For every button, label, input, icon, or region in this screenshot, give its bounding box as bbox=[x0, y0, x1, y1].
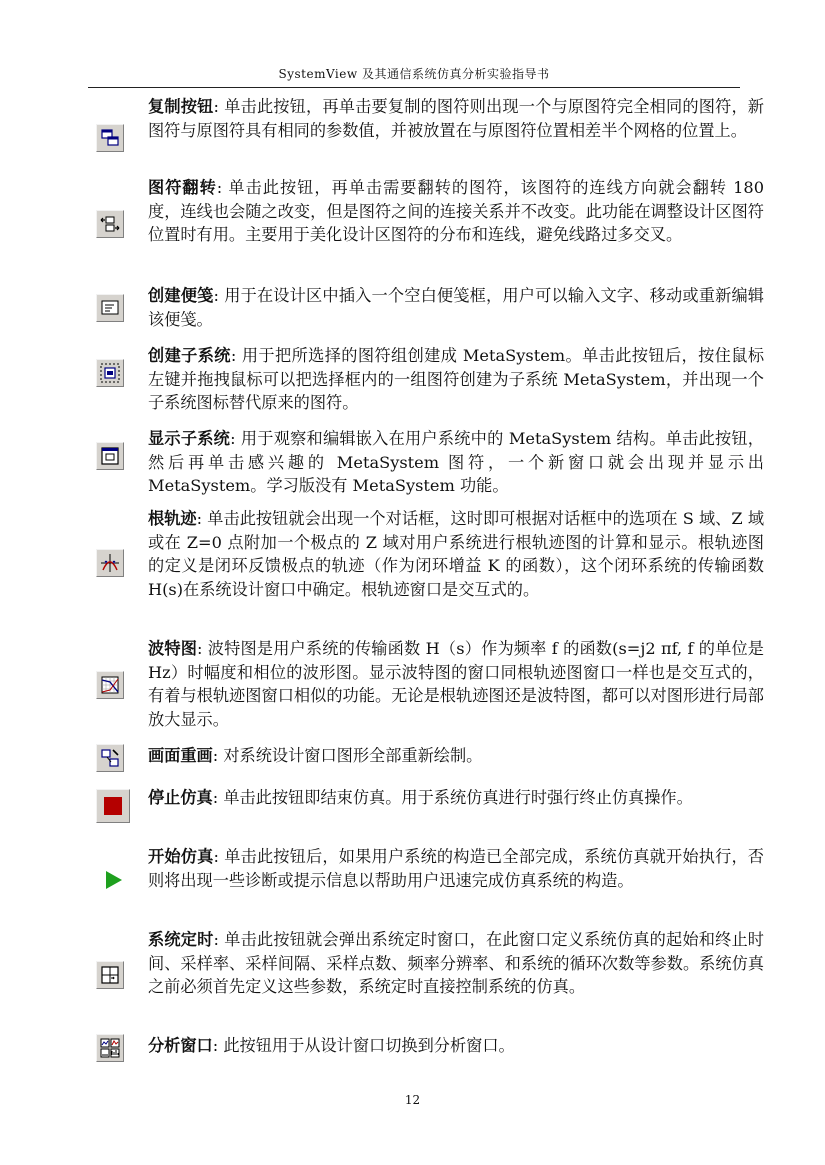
entry-term: 图符翻转 bbox=[148, 178, 217, 197]
entry-term: 停止仿真 bbox=[148, 788, 213, 807]
entry-text bbox=[148, 95, 764, 142]
entry-term: 创建子系统 bbox=[148, 346, 231, 365]
entry-term: 创建便笺 bbox=[148, 286, 214, 305]
entry-text bbox=[148, 284, 764, 331]
entry-text bbox=[148, 1034, 764, 1058]
entry-term: 开始仿真 bbox=[148, 847, 214, 866]
entry-description: : 单击此按钮即结束仿真。用于系统仿真进行时强行终止仿真操作。 bbox=[212, 788, 693, 807]
entry-text bbox=[148, 744, 764, 768]
system-timing-icon bbox=[96, 961, 124, 989]
entry-description: : 用于把所选择的图符组创建成 MetaSystem。单击此按钮后，按住鼠标左键并拖拽鼠标可以把选择框内的一组图符创建为子系统 MetaSystem，并出现一个子系统图标替代原来的图符。 bbox=[148, 346, 765, 413]
entry-description: : 单击此按钮就会弹出系统定时窗口，在此窗口定义系统仿真的起始和终止时间、采样率、采样间隔、采样点数、频率分辨率、和系统的循环次数等参数。系统仿真之前必须首先定义这些参数，系统定时直接控制系统的仿真。 bbox=[148, 930, 764, 997]
entry-description: : 单击此按钮，再单击要复制的图符则出现一个与原图符完全相同的图符，新图符与原图符具有相同的参数值，并被放置在与原图符位置相差半个网格的位置上。 bbox=[148, 97, 764, 140]
root-locus-icon bbox=[96, 549, 124, 577]
show-subsystem-icon bbox=[96, 442, 124, 470]
entry-term: 波特图 bbox=[148, 639, 198, 658]
entry-description: : 对系统设计窗口图形全部重新绘制。 bbox=[212, 746, 483, 765]
header-rule bbox=[88, 87, 740, 88]
note-icon bbox=[96, 294, 124, 322]
entry-term: 复制按钮 bbox=[148, 97, 214, 116]
entry-text bbox=[148, 928, 764, 999]
entry-text bbox=[148, 637, 764, 731]
entry-text bbox=[148, 507, 764, 601]
entry-text bbox=[148, 845, 764, 892]
flip-icon bbox=[96, 210, 124, 238]
entry-text bbox=[148, 786, 764, 810]
bode-plot-icon bbox=[96, 671, 124, 699]
create-subsystem-icon bbox=[96, 359, 124, 387]
redraw-icon bbox=[96, 744, 124, 772]
entry-term: 根轨迹 bbox=[148, 509, 197, 528]
entry-description: : 单击此按钮后，如果用户系统的构造已全部完成，系统仿真就开始执行，否则将出现一些诊断或提示信息以帮助用户迅速完成仿真系统的构造。 bbox=[148, 847, 764, 890]
entry-term: 显示子系统 bbox=[148, 429, 231, 448]
entry-term: 分析窗口 bbox=[148, 1036, 213, 1055]
analysis-window-icon bbox=[96, 1034, 124, 1062]
play-icon bbox=[96, 863, 130, 897]
entry-text bbox=[148, 176, 764, 247]
entry-text bbox=[148, 427, 764, 498]
entry-description: : 单击此按钮就会出现一个对话框，这时即可根据对话框中的选项在 S 域、Z 域或在 Z=0 点附加一个极点的 Z 域对用户系统进行根轨迹图的计算和显示。根轨迹图的定义是闭环反馈极点的轨迹（作为闭环增益 K 的函数），这个闭环系统的传输函数 H(s)在系统设计窗口中确定。根轨迹窗口是交互式的。 bbox=[148, 509, 765, 599]
entry-description: : 此按钮用于从设计窗口切换到分析窗口。 bbox=[212, 1036, 515, 1055]
stop-icon bbox=[96, 789, 130, 823]
entry-term: 画面重画 bbox=[148, 746, 213, 765]
entry-description: : 波特图是用户系统的传输函数 H（s）作为频率 f 的函数(s=j2 πf, f 的单位是 Hz）时幅度和相位的波形图。显示波特图的窗口同根轨迹图窗口一样也是交互式的，有着与根轨迹图窗口相似的功能。无论是根轨迹图还是波特图，都可以对图形进行局部放大显示。 bbox=[148, 639, 764, 729]
entry-description: : 用于在设计区中插入一个空白便笺框，用户可以输入文字、移动或重新编辑该便笺。 bbox=[148, 286, 764, 329]
entry-description: : 单击此按钮，再单击需要翻转的图符，该图符的连线方向就会翻转 180 度，连线也会随之改变，但是图符之间的连接关系并不改变。此功能在调整设计区图符位置时有用。主要用于美化设计区图符的分布和连线，避免线路过多交叉。 bbox=[148, 178, 765, 245]
copy-icon bbox=[96, 124, 124, 152]
entry-text bbox=[148, 344, 764, 415]
entry-term: 系统定时 bbox=[148, 930, 214, 949]
page-number: 12 bbox=[404, 1093, 421, 1107]
page-header: SystemView 及其通信系统仿真分析实验指导书 bbox=[278, 67, 550, 81]
entry-description: : 用于观察和编辑嵌入在用户系统中的 MetaSystem 结构。单击此按钮，然后再单击感兴趣的 MetaSystem 图符，一个新窗口就会出现并显示出 MetaSystem。学习版没有 MetaSystem 功能。 bbox=[148, 429, 764, 496]
